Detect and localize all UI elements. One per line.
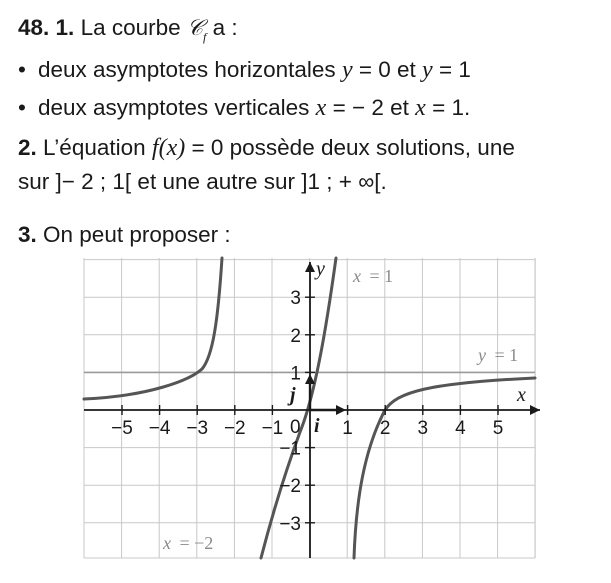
y-tick-label: −1 [279, 438, 301, 460]
bullet1-text: deux asymptotes horizontales [38, 57, 336, 82]
q3-label: 3. [18, 222, 37, 247]
q1-label: 1. [55, 15, 75, 40]
unit-vector-i-arrow-icon [336, 405, 346, 415]
curve-branch-right [354, 378, 535, 558]
bullet2-val1: = − 2 et [332, 95, 409, 120]
x-tick-label: 5 [492, 418, 504, 439]
bullet1-var1: y [341, 57, 353, 83]
bullet2-var2: x [415, 95, 426, 121]
q3-text: On peut proposer : [43, 222, 231, 247]
q1-text-a: La courbe [80, 15, 181, 40]
asymptote-xm2-label: x = −2 [163, 533, 214, 553]
y-tick-label: 2 [290, 325, 301, 347]
bullet2-val2: = 1. [432, 95, 471, 120]
origin-label: 0 [290, 417, 301, 438]
y-tick-label: −3 [279, 513, 301, 535]
curve-subscript: f [202, 30, 207, 44]
x-tick-label: 3 [417, 418, 429, 439]
bullet2-text: deux asymptotes verticales [38, 95, 310, 120]
bullet-icon: • [18, 95, 26, 120]
y-tick-label: 3 [290, 288, 301, 310]
vector-j-label: j⃗ [290, 384, 312, 406]
x-tick-label: 4 [455, 418, 466, 439]
unit-vector-j-arrow-icon [305, 374, 315, 384]
y-tick-label: −2 [279, 476, 301, 498]
q2-line2: sur ]− 2 ; 1[ et une autre sur ]1 ; + ∞[. [18, 169, 387, 194]
bullet1-val1: = 0 et [358, 57, 416, 82]
y-axis-label: y [316, 258, 325, 280]
asymptote-y1-label: y = 1 [478, 345, 519, 365]
bullet1-var2: y [422, 57, 433, 83]
x-axis-label: x [517, 384, 526, 406]
bullet2-var1: x [315, 95, 327, 121]
x-tick-label: −1 [261, 418, 284, 439]
x-tick-label: −5 [111, 418, 133, 439]
q1-text-b: a : [212, 15, 238, 40]
x-tick-label: −2 [223, 418, 246, 439]
q2-label: 2. [18, 135, 37, 160]
exercise-number: 48. [18, 15, 50, 40]
x-tick-label: −4 [148, 418, 171, 439]
y-axis-arrow-icon [305, 262, 315, 272]
curve-branch-left [84, 258, 222, 399]
x-tick-label: 2 [379, 418, 391, 439]
vector-i-label: i⃗ [314, 415, 336, 437]
x-tick-label: −3 [186, 418, 209, 439]
q2-text-b: = 0 possède deux solutions, une [191, 135, 515, 160]
q2-text-a: L’équation [43, 135, 146, 160]
x-tick-label: 1 [342, 418, 353, 439]
axes [84, 258, 540, 558]
asymptote-x1-label: x = 1 [353, 266, 394, 286]
curve-symbol: 𝒞 [186, 16, 203, 41]
q2-math: f(x) [151, 135, 186, 161]
bullet1-val2: = 1 [438, 57, 471, 82]
y-tick-label: 1 [290, 363, 301, 385]
bullet-icon: • [18, 57, 26, 82]
